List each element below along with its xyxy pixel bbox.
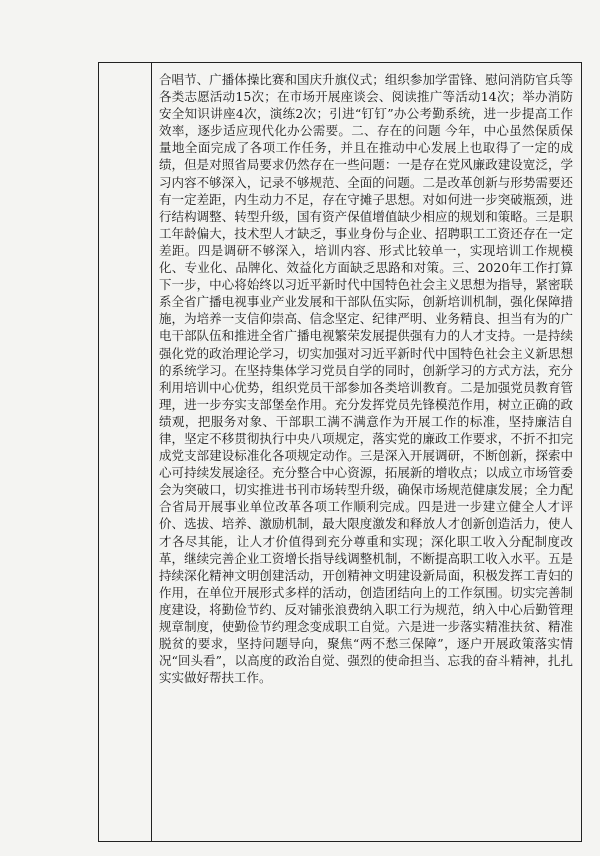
form-table (98, 62, 582, 842)
column-divider (151, 63, 152, 841)
work-report-text: 合唱节、广播体操比赛和国庆升旗仪式；组织参加学雷锋、慰问消防官兵等各类志愿活动15次；在市场开展座谈会、阅读推广等活动14次；举办消防安全知识讲座4次，演练2次；引进“钉钉”办公考勤系统，进一步提高工作效率，逐步适应现代化办公需要。二、存在的问题 今年，中心虽然保质保量地全面完成了各项工作任务，并且在推动中心发展上也取得了一定的成绩，但是对照省局要求仍然存在一些问题：一是存在党风廉政建设宽泛，学习内容不够深入，记录不够规范、全面的问题。二是改革创新与形势需要还有一定差距，内生动力不足，存在守摊子思想。对如何进一步突破瓶颈，进行结构调整、转型升级，国有资产保值增值缺少相应的规划和策略。三是职工年龄偏大，技术型人才缺乏，事业身份与企业、招聘职工工资还存在一定差距。四是调研不够深入，培训内容、形式比较单一，实现培训工作规模化、专业化、品牌化、效益化方面缺乏思路和对策。三、2020年工作打算 下一步，中心将始终以习近平新时代中国特色社会主义思想为指导，紧密联系全省广播电视事业产业发展和干部队伍实际，创新培训机制，强化保障措施，为培养一支信仰崇高、信念坚定、纪律严明、业务精良、担当有为的广电干部队伍和推进全省广播电视繁荣发展提供强有力的人才支持。一是持续强化党的政治理论学习，切实加强对习近平新时代中国特色社会主义新思想的系统学习。在坚持集体学习党员自学的同时，创新学习的方式方法，充分利用培训中心优势，组织党员干部参加各类培训教育。二是加强党员教育管理，进一步夯实支部堡垒作用。充分发挥党员先锋模范作用，树立正确的政绩观，把服务对象、干部职工满不满意作为开展工作的标准，坚持廉洁自律，坚定不移贯彻执行中央八项规定，落实党的廉政工作要求，不折不扣完成党支部建设标准化各项规定动作。三是深入开展调研，不断创新，探索中心可持续发展途径。充分整合中心资源，拓展新的增收点；以成立市场管委会为突破口，切实推进书刊市场转型升级，确保市场规范健康发展；全力配合省局开展事业单位改革各项工作顺利完成。四是进一步建立健全人才评价、选拔、培养、激励机制，最大限度激发和释放人才创新创造活力，使人才各尽其能，让人才价值得到充分尊重和实现；深化职工收入分配制度改革，继续完善企业工资增长指导线调整机制，不断提高职工收入水平。五是持续深化精神文明创建活动，开创精神文明建设新局面，积极发挥工青妇的作用，在单位开展形式多样的活动，创造团结向上的工作氛围。切实完善制度建设，将勤俭节约、反对铺张浪费纳入职工行为规范，纳入中心后勤管理规章制度，使勤俭节约理念变成职工自觉。六是进一步落实精准扶贫、精准脱贫的要求，坚持问题导向，聚焦“两不愁三保障”，逐户开展政策落实情况“回头看”，以高度的政治自觉、强烈的使命担当、忘我的奋斗精神，扎扎实实做好帮扶工作。 (159, 72, 573, 686)
content-cell (159, 71, 573, 833)
label-column-cell (99, 63, 151, 841)
